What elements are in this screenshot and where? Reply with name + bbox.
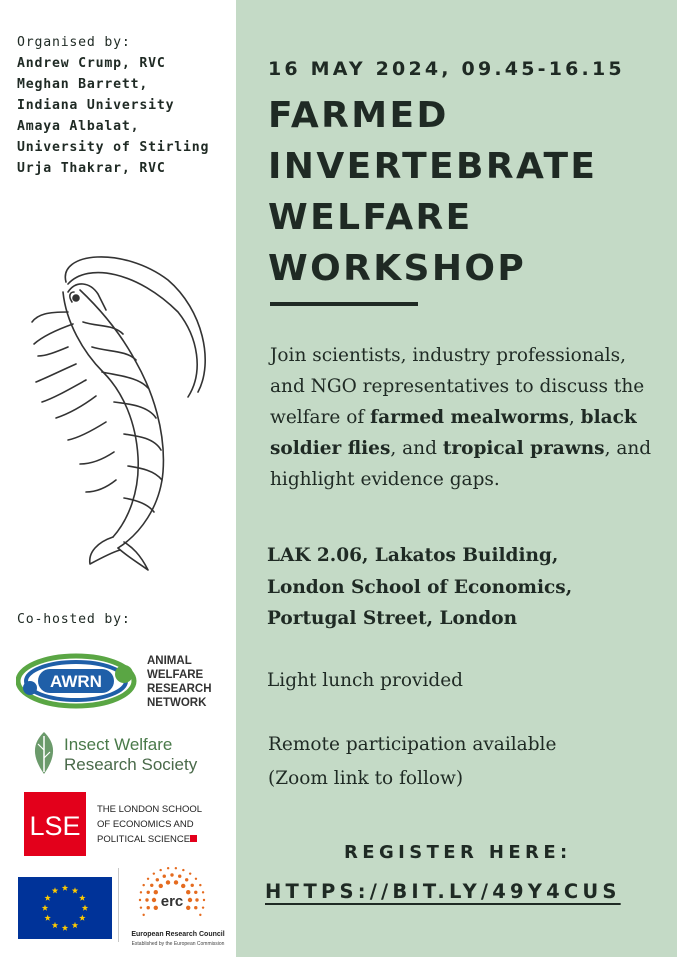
event-title — [268, 90, 668, 294]
erc-dot-icon — [152, 898, 156, 902]
erc-dot-icon — [147, 906, 150, 909]
remote-note — [268, 728, 556, 796]
title-line: FARMED — [268, 95, 449, 136]
erc-dot-icon — [194, 906, 197, 909]
erc-badge: erc — [160, 893, 184, 910]
title-line: WELFARE — [268, 197, 473, 238]
erc-dot-icon — [178, 875, 181, 878]
erc-dot-icon — [186, 890, 190, 894]
venue-address — [267, 540, 662, 635]
erc-dot-icon — [163, 875, 166, 878]
erc-dot-icon — [195, 898, 198, 901]
event-date: 16 MAY 2024, 09.45-16.15 — [268, 58, 625, 80]
erc-dot-icon — [167, 867, 169, 869]
erc-dot-icon — [195, 878, 197, 880]
erc-dot-icon — [175, 867, 177, 869]
eu-flag-icon — [18, 877, 112, 939]
erc-dot-icon — [147, 878, 149, 880]
organiser-line: Andrew Crump, RVC — [17, 56, 166, 71]
awrn-line: WELFARE — [147, 669, 204, 681]
awrn-line: NETWORK — [147, 697, 207, 709]
venue-line: Portugal Street, London — [267, 608, 518, 629]
erc-logo — [122, 866, 234, 948]
erc-dot-icon — [174, 880, 178, 884]
venue-line: London School of Economics, — [267, 576, 573, 598]
erc-dot-icon — [142, 884, 144, 886]
organisers-heading: Organised by: — [17, 35, 131, 50]
awrn-badge: AWRN — [50, 672, 102, 691]
lse-logo — [24, 792, 214, 858]
erc-dot-icon — [199, 914, 201, 916]
erc-dot-icon — [202, 906, 204, 908]
cohosted-heading: Co-hosted by: — [17, 612, 131, 627]
lse-badge: LSE — [29, 811, 81, 841]
erc-dot-icon — [154, 890, 158, 894]
erc-dot-icon — [194, 891, 197, 894]
erc-dot-icon — [166, 880, 170, 884]
lse-line: OF ECONOMICS AND — [97, 819, 194, 830]
lse-line: POLITICAL SCIENCE — [97, 834, 191, 845]
erc-dot-icon — [140, 906, 142, 908]
erc-dot-icon — [139, 899, 141, 901]
erc-dot-icon — [185, 878, 188, 881]
venue-line: LAK 2.06, Lakatos Building, — [267, 545, 559, 566]
erc-dot-icon — [191, 884, 194, 887]
erc-dot-icon — [202, 891, 204, 893]
register-heading: REGISTER HERE: — [344, 842, 572, 863]
iwrs-line: Insect Welfare — [64, 735, 173, 754]
logo-divider — [118, 868, 119, 942]
iwrs-logo — [28, 730, 218, 776]
intro-text: , and highlight evidence gaps. — [270, 438, 652, 490]
title-line: INVERTEBRATE — [268, 146, 598, 187]
lunch-note: Light lunch provided — [267, 670, 464, 691]
erc-dot-icon — [154, 906, 158, 910]
erc-dot-icon — [145, 898, 148, 901]
title-divider — [270, 302, 418, 306]
registration-link[interactable]: HTTPS://BIT.LY/49Y4CUS — [265, 880, 621, 903]
erc-dot-icon — [150, 884, 153, 887]
event-description — [270, 340, 665, 495]
organiser-line: Amaya Albalat, — [17, 119, 140, 134]
erc-dot-icon — [203, 899, 205, 901]
awrn-line: ANIMAL — [147, 655, 192, 667]
organiser-line: University of Stirling — [17, 140, 210, 155]
erc-dot-icon — [181, 884, 185, 888]
erc-dot-icon — [153, 872, 155, 874]
remote-line: (Zoom link to follow) — [268, 768, 464, 789]
intro-text: , — [568, 407, 581, 428]
erc-dot-icon — [140, 891, 142, 893]
intro-text: Join scientists, industry professionals, and NGO representatives to discuss the welfare of — [270, 345, 645, 428]
organisers-block — [17, 32, 232, 179]
erc-dot-icon — [159, 884, 163, 888]
erc-dot-icon — [159, 869, 161, 871]
remote-line: Remote participation available — [268, 734, 557, 755]
erc-dot-icon — [199, 884, 201, 886]
erc-dot-icon — [170, 873, 173, 876]
awrn-line: RESEARCH — [147, 683, 212, 695]
erc-dot-icon — [182, 869, 184, 871]
prawn-illustration — [28, 252, 214, 572]
erc-name: European Research Council — [131, 931, 225, 938]
organiser-line: Indiana University — [17, 98, 175, 113]
left-column — [0, 0, 236, 957]
erc-dot-icon — [142, 914, 144, 916]
erc-dot-icon — [156, 878, 159, 881]
intro-highlight: tropical prawns — [442, 438, 605, 459]
erc-dot-icon — [147, 891, 150, 894]
erc-dot-icon — [189, 872, 191, 874]
erc-dot-icon — [186, 906, 190, 910]
awrn-logo — [16, 648, 216, 714]
erc-dot-icon — [188, 898, 192, 902]
lse-line: THE LONDON SCHOOL — [97, 804, 203, 815]
title-line: WORKSHOP — [268, 248, 527, 289]
intro-text: , and — [390, 438, 443, 459]
iwrs-line: Research Society — [64, 755, 198, 774]
organiser-line: Urja Thakrar, RVC — [17, 161, 166, 176]
intro-highlight: black soldier flies — [270, 407, 637, 459]
erc-sub: Established by the European Commission — [131, 941, 225, 947]
organiser-line: Meghan Barrett, — [17, 77, 149, 92]
intro-highlight: farmed mealworms — [370, 407, 569, 428]
